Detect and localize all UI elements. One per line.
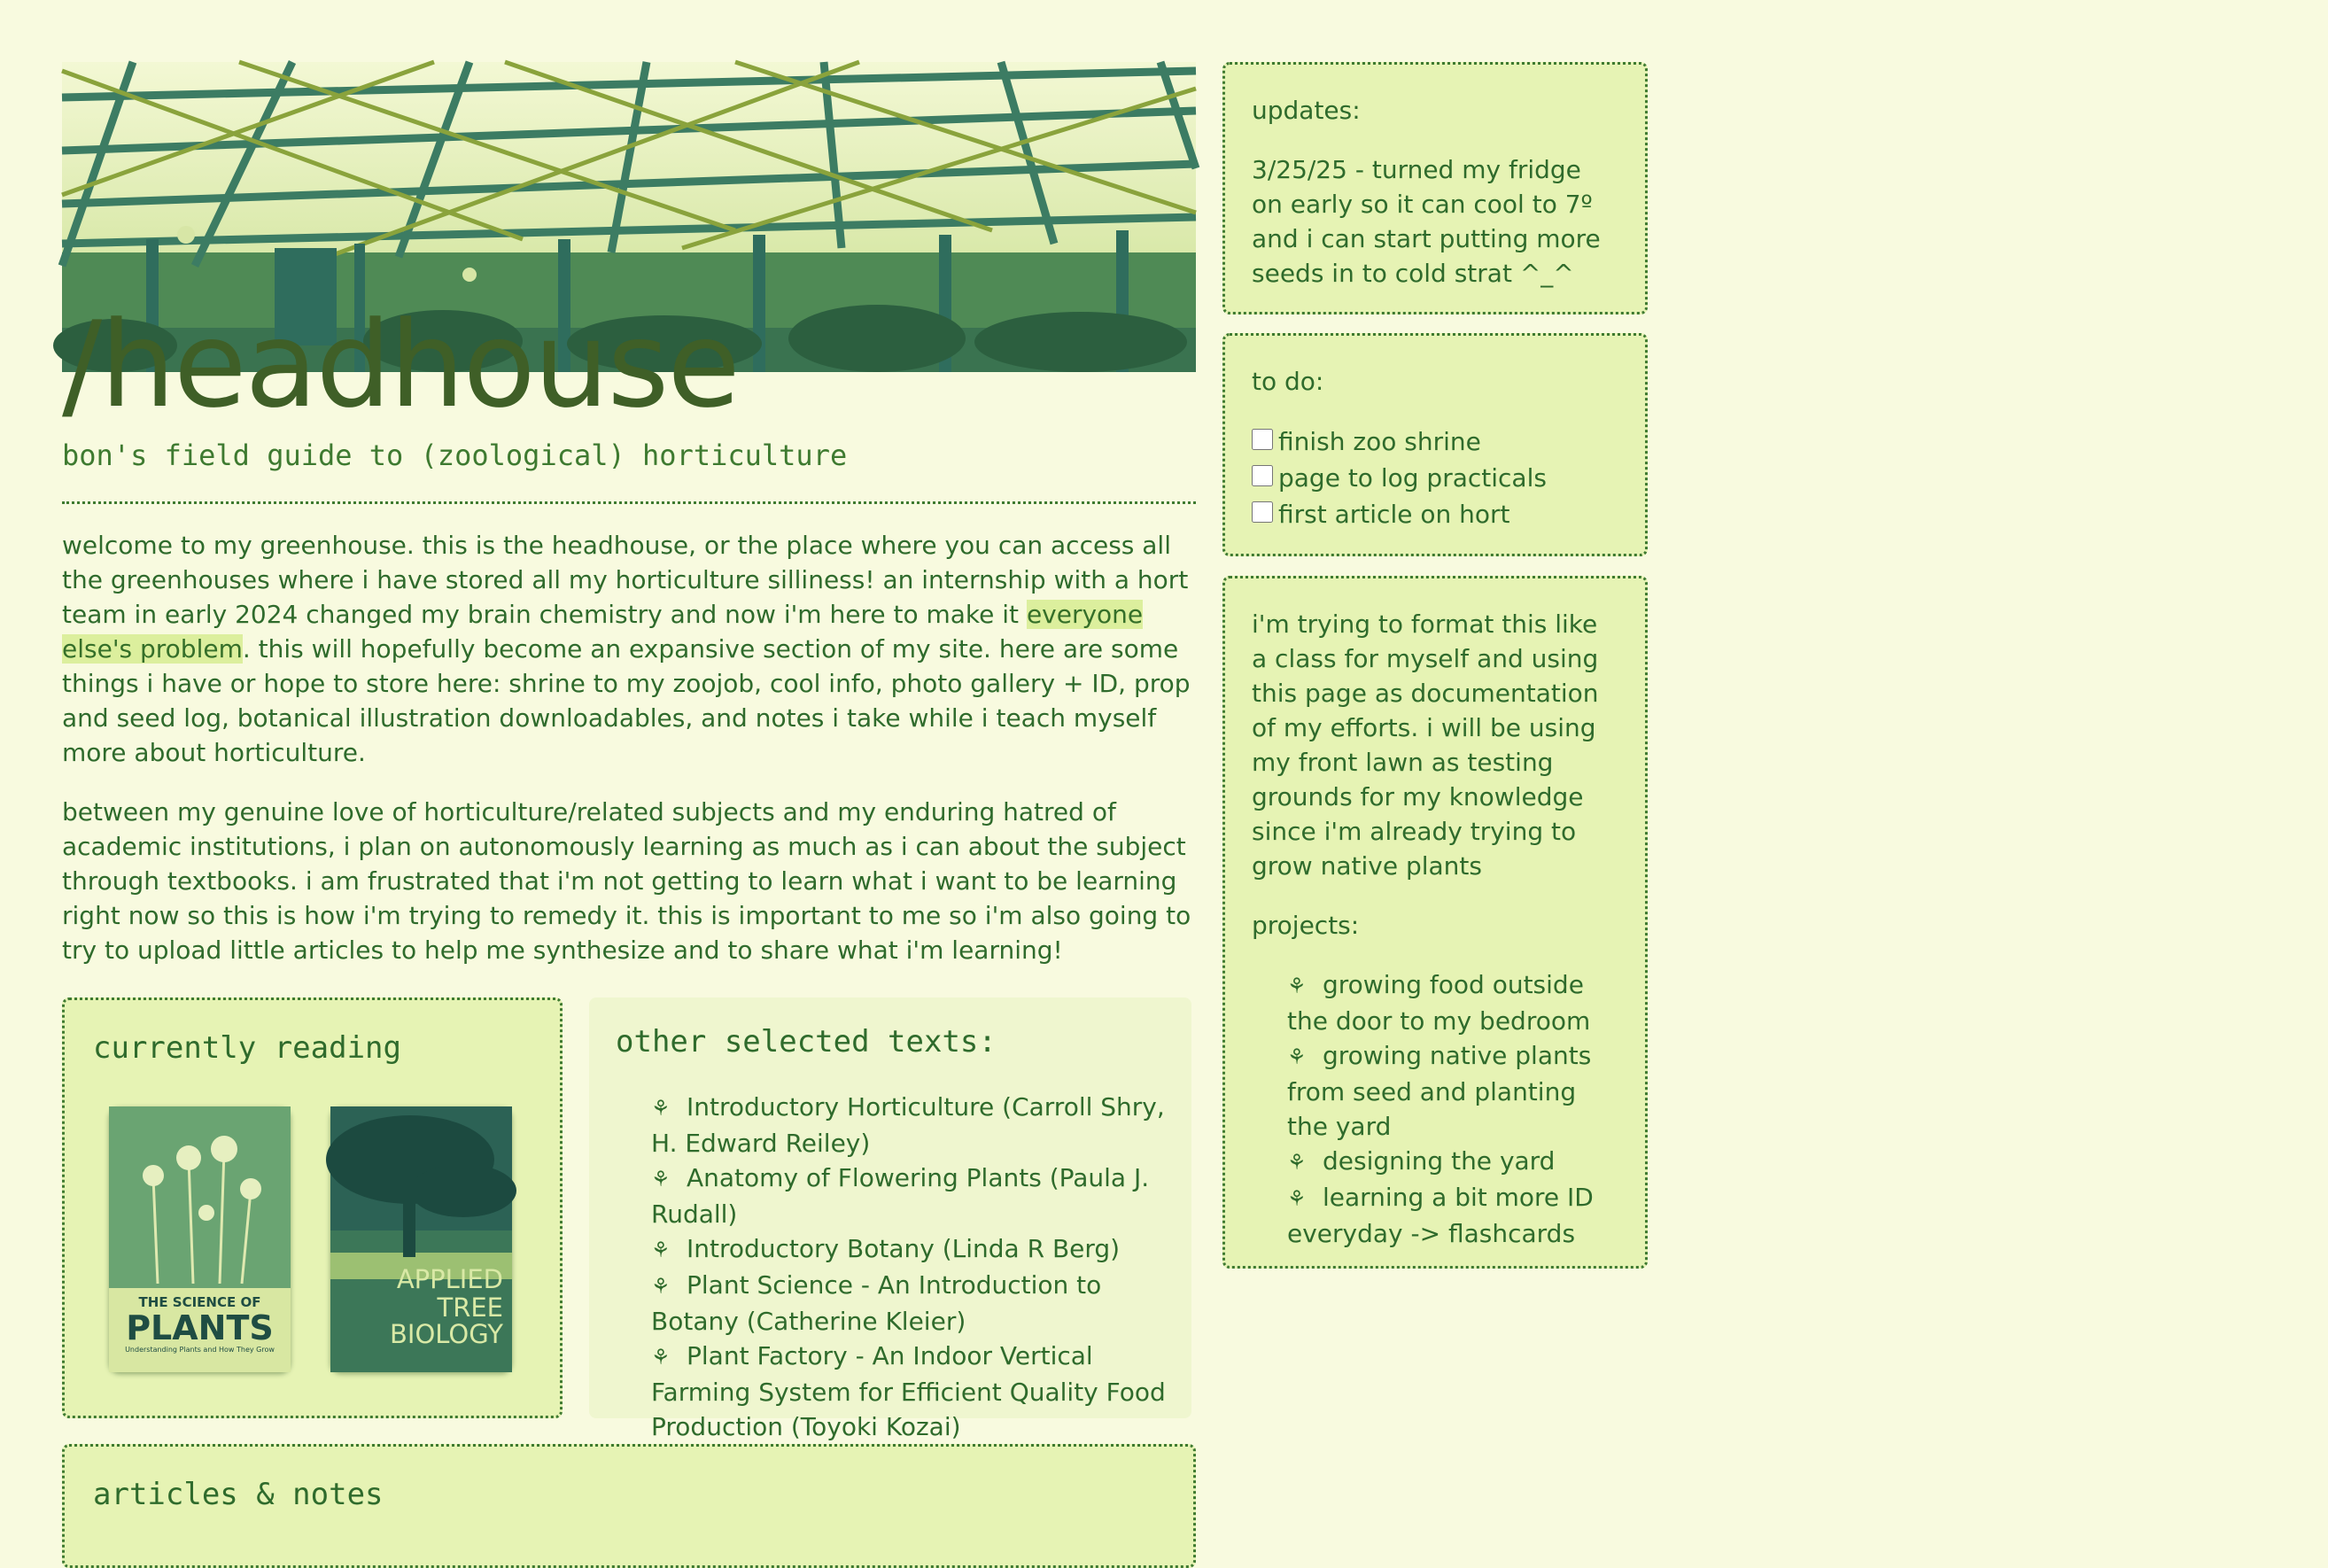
book-cover-science-of-plants[interactable]	[109, 1106, 291, 1372]
list-item	[651, 1090, 1174, 1160]
list-item	[651, 1231, 1174, 1268]
list-item	[651, 1268, 1174, 1339]
list-item	[1287, 967, 1618, 1038]
project-label: designing the yard	[1323, 1146, 1556, 1176]
project-label: learning a bit more ID everyday -> flashcards	[1287, 1183, 1594, 1248]
projects-list	[1252, 967, 1618, 1251]
todo-item	[1252, 496, 1618, 532]
list-item	[1287, 1038, 1618, 1144]
todo-heading: to do:	[1252, 367, 1324, 396]
intro-paragraph-1	[62, 528, 1196, 770]
list-item	[651, 1160, 1174, 1231]
todo-checkbox[interactable]	[1252, 501, 1273, 523]
flower-bullet-icon: ⚘	[651, 1096, 671, 1121]
header-divider	[62, 501, 1196, 504]
other-selected-texts-panel[interactable]	[589, 997, 1191, 1441]
highlighted-phrase: everyone else's problem	[62, 600, 1144, 664]
flower-bullet-icon: ⚘	[651, 1167, 671, 1192]
list-item	[1287, 1180, 1618, 1251]
articles-heading: articles & notes	[93, 1477, 384, 1512]
book-cover-applied-tree-biology[interactable]	[330, 1106, 512, 1372]
currently-reading-heading: currently reading	[93, 1030, 401, 1066]
todo-panel	[1222, 333, 1648, 556]
todo-list	[1252, 423, 1618, 532]
text-title: Introductory Botany (Linda R Berg)	[687, 1234, 1121, 1263]
todo-item	[1252, 460, 1618, 496]
todo-label: page to log practicals	[1278, 463, 1547, 493]
updates-heading: updates:	[1252, 96, 1361, 125]
site-title: /headhouse	[62, 296, 739, 434]
projects-heading: projects:	[1252, 911, 1360, 940]
selected-texts-heading: other selected texts:	[616, 1024, 997, 1060]
book1-title-line1: THE SCIENCE OF	[138, 1294, 261, 1310]
notes-panel	[1222, 576, 1648, 1269]
project-label: growing native plants from seed and planting the yard	[1287, 1041, 1592, 1141]
list-item	[651, 1339, 1174, 1444]
site-subtitle: bon's field guide to (zoological) horticulture	[62, 439, 848, 472]
flower-bullet-icon: ⚘	[1287, 974, 1307, 998]
update-entry: 3/25/25 - turned my fridge on early so it can cool to 7º and i can start putting more seeds in to cold strat ^_^	[1252, 155, 1601, 288]
flower-bullet-icon: ⚘	[1287, 1150, 1307, 1175]
flower-bullet-icon: ⚘	[651, 1238, 671, 1262]
text-title: Plant Factory - An Indoor Vertical Farming System for Efficient Quality Food Production (Toyoki Kozai)	[651, 1341, 1166, 1441]
intro-p1-start: welcome to my greenhouse. this is the headhouse, or the place where you can access all the greenhouses where i have stored all my horticulture silliness! an internship with a hort team in early 2024 changed my brain chemistry and now i'm here to make it	[62, 531, 1189, 629]
currently-reading-panel	[62, 997, 563, 1418]
book1-title-line2: PLANTS	[126, 1308, 274, 1347]
text-title: Introductory Horticulture (Carroll Shry, H. Edward Reiley)	[651, 1092, 1165, 1158]
text-title: Anatomy of Flowering Plants (Paula J. Rudall)	[651, 1163, 1150, 1229]
intro-p1-end: . this will hopefully become an expansive section of my site. here are some things i have or hope to store here: shrine to my zoojob, cool info, photo gallery + ID, prop and seed log, botanical illustration downloadables, and notes i take while i teach myself more about horticulture.	[62, 634, 1191, 767]
book2-title-line1: APPLIED	[396, 1264, 503, 1294]
notes-text: i'm trying to format this like a class for myself and using this page as documentation of my efforts. i will be using my front lawn as testing grounds for my knowledge since i'm already trying to grow native plants	[1252, 609, 1599, 881]
todo-checkbox[interactable]	[1252, 465, 1273, 486]
book2-title-line2: TREE BIOLOGY	[390, 1292, 503, 1350]
flower-bullet-icon: ⚘	[1287, 1044, 1307, 1069]
articles-notes-panel	[62, 1444, 1196, 1568]
intro-text	[62, 528, 1196, 992]
flower-bullet-icon: ⚘	[651, 1274, 671, 1299]
flower-bullet-icon: ⚘	[1287, 1186, 1307, 1211]
intro-paragraph-2: between my genuine love of horticulture/related subjects and my enduring hatred of academic institutions, i plan on autonomously learning as much as i can about the subject through textbooks. i am frustrated that i'm not getting to learn what i want to be learning right now so this is how i'm trying to remedy it. this is important to me so i'm also going to try to upload little articles to help me synthesize and to share what i'm learning!	[62, 797, 1191, 965]
list-item	[1287, 1144, 1618, 1180]
todo-label: first article on hort	[1278, 500, 1510, 529]
flower-bullet-icon: ⚘	[651, 1345, 671, 1370]
todo-checkbox[interactable]	[1252, 429, 1273, 450]
book1-tagline: Understanding Plants and How They Grow	[125, 1346, 275, 1354]
todo-item	[1252, 423, 1618, 460]
todo-label: finish zoo shrine	[1278, 427, 1481, 456]
project-label: growing food outside the door to my bedroom	[1287, 970, 1591, 1036]
text-title: Plant Science - An Introduction to Botany (Catherine Kleier)	[651, 1270, 1102, 1336]
updates-panel	[1222, 62, 1648, 314]
selected-texts-list	[651, 1090, 1174, 1444]
